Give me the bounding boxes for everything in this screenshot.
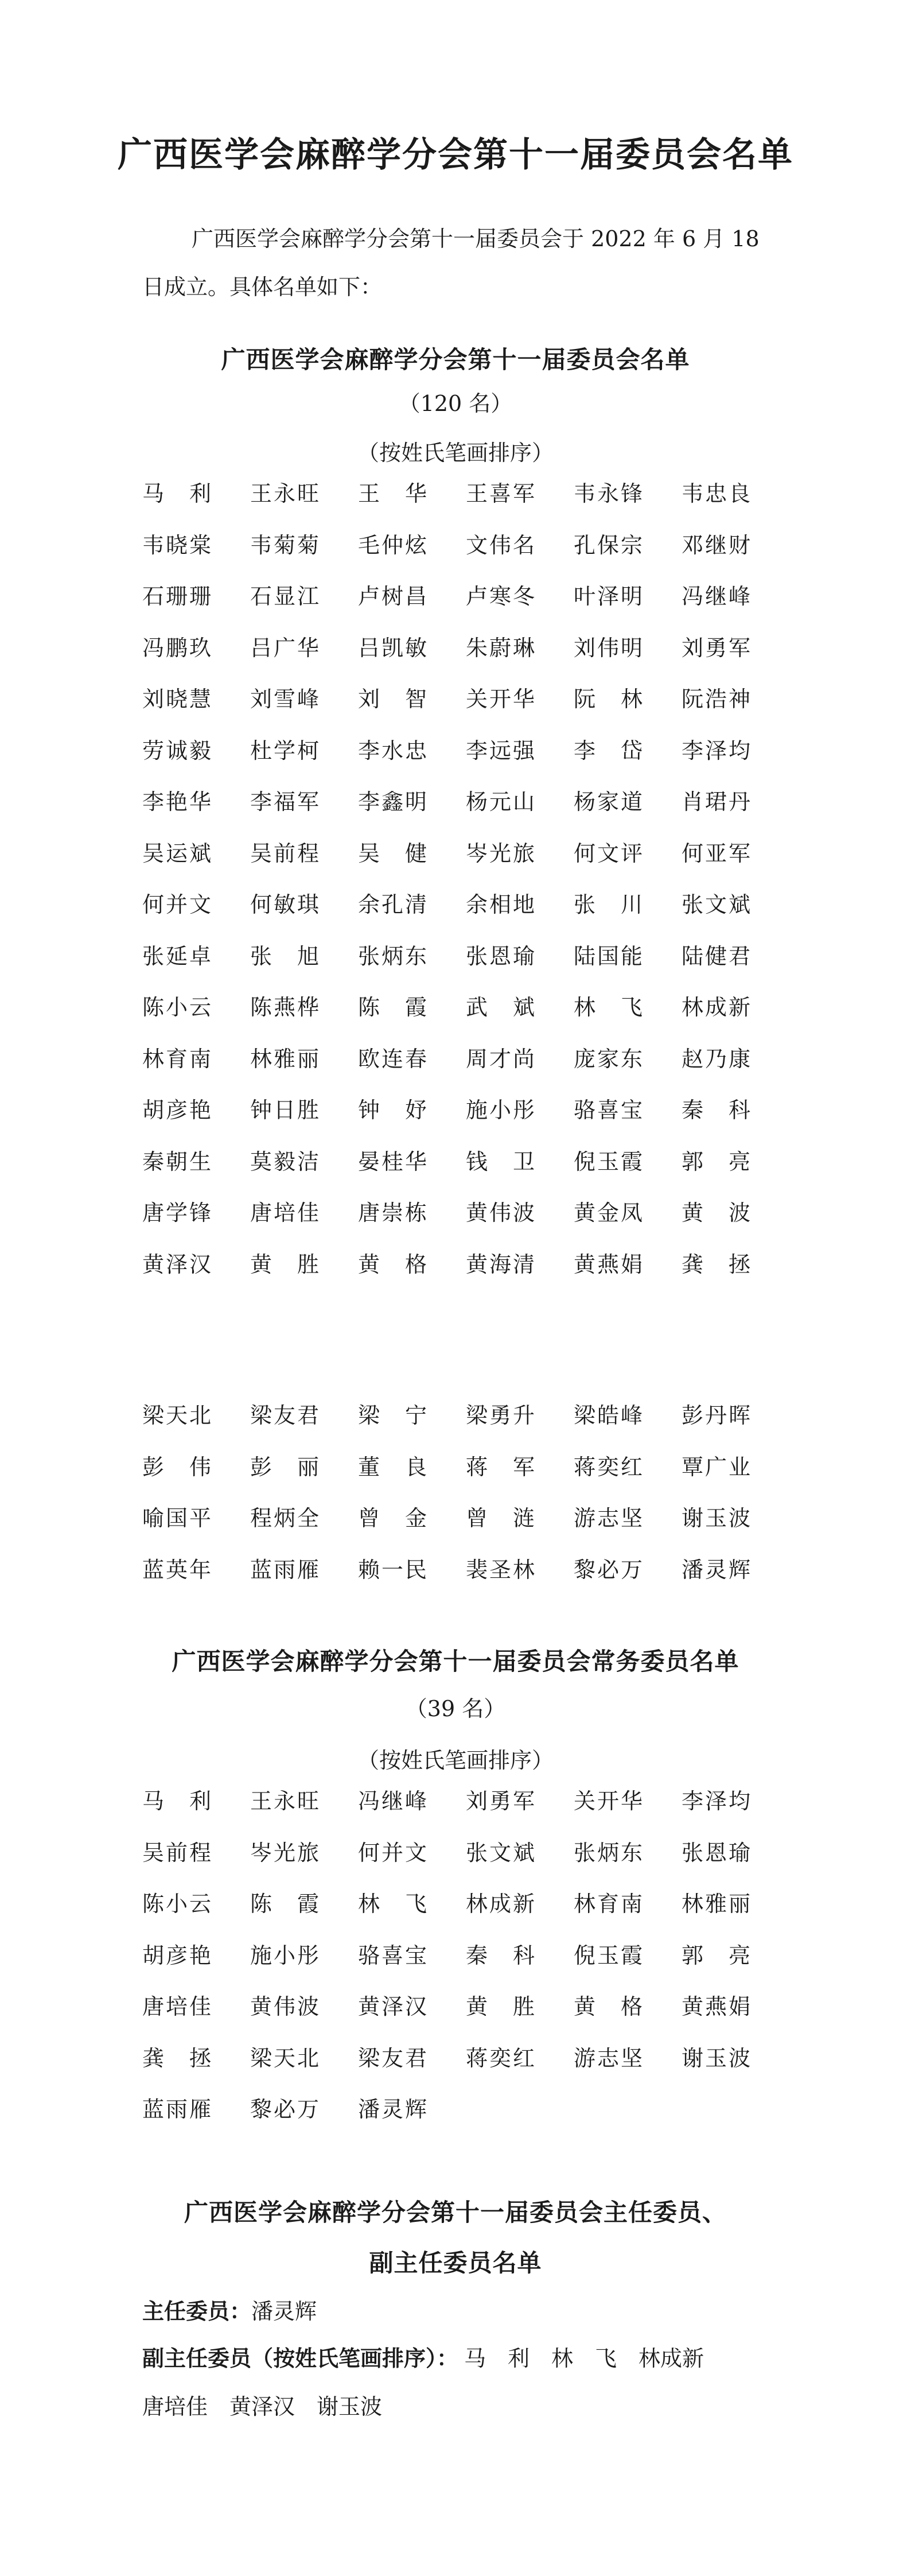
name-row xyxy=(142,2041,791,2093)
name-row xyxy=(142,1501,791,1553)
member-name: 陆健君 xyxy=(682,943,750,969)
member-name: 张炳东 xyxy=(358,943,427,969)
name-row xyxy=(142,528,791,580)
standing-section-title: 广西医学会麻醉学分会第十一届委员会常务委员名单 xyxy=(172,1647,739,1675)
vice-chair-names-line2: 唐培佳 黄泽汉 谢玉波 xyxy=(142,2394,383,2419)
member-name: 刘勇军 xyxy=(466,1789,535,1814)
member-name: 倪玉霞 xyxy=(574,1942,643,1968)
member-name: 梁天北 xyxy=(142,1403,211,1428)
name-row xyxy=(142,1938,791,1990)
member-name: 刘雪峰 xyxy=(250,686,319,712)
document-title: 广西医学会麻醉学分会第十一届委员会名单 xyxy=(118,135,793,175)
name-row xyxy=(142,1196,791,1247)
intro-paragraph: 广西医学会麻醉学分会第十一届委员会于 2022 年 6 月 18 日成立。具体名单如下： xyxy=(142,226,760,300)
member-name: 蓝雨雁 xyxy=(142,2097,211,2122)
member-name: 叶泽明 xyxy=(574,584,643,609)
name-row xyxy=(142,1145,791,1196)
member-name: 胡彦艳 xyxy=(142,1097,211,1123)
member-name: 张延卓 xyxy=(142,943,211,969)
member-name: 刘伟明 xyxy=(574,635,643,661)
member-name: 蒋 军 xyxy=(466,1454,535,1480)
member-name: 冯继峰 xyxy=(682,584,750,609)
member-name: 石珊珊 xyxy=(142,584,211,609)
member-name: 庞家东 xyxy=(574,1046,643,1072)
member-name: 蓝英年 xyxy=(142,1557,211,1582)
vice-chair-line xyxy=(142,2341,704,2372)
chair-line xyxy=(142,2294,317,2325)
member-name: 何文评 xyxy=(574,840,643,866)
name-row xyxy=(142,476,791,528)
member-name: 龚 拯 xyxy=(682,1251,750,1277)
member-name: 唐培佳 xyxy=(250,1200,319,1225)
member-name: 何并文 xyxy=(142,892,211,917)
name-row xyxy=(142,1093,791,1145)
member-name: 武 斌 xyxy=(466,995,535,1020)
members-name-grid-part1 xyxy=(142,476,791,1298)
member-name: 林 飞 xyxy=(358,1891,427,1917)
member-name: 林成新 xyxy=(466,1891,535,1917)
member-name: 林雅丽 xyxy=(682,1891,750,1917)
member-name: 黄泽汉 xyxy=(142,1251,211,1277)
member-name: 阮浩神 xyxy=(682,686,750,712)
member-name: 李泽均 xyxy=(682,738,750,763)
member-name: 林育南 xyxy=(574,1891,643,1917)
member-name: 钟 妤 xyxy=(358,1097,427,1123)
member-name: 杨家道 xyxy=(574,789,643,814)
member-name: 黄 格 xyxy=(358,1251,427,1277)
member-name: 岑光旅 xyxy=(250,1840,319,1865)
member-name: 彭 丽 xyxy=(250,1454,319,1480)
member-name: 郭 亮 xyxy=(682,1942,750,1968)
member-name: 卢树昌 xyxy=(358,584,427,609)
members-count: （120 名） xyxy=(398,391,513,416)
member-name: 李远强 xyxy=(466,738,535,763)
member-name: 黄金凤 xyxy=(574,1200,643,1225)
chair-label: 主任委员： xyxy=(142,2299,252,2324)
member-name: 裴圣林 xyxy=(466,1557,535,1582)
standing-sort-note: （按姓氏笔画排序） xyxy=(357,1748,554,1773)
member-name: 程炳全 xyxy=(250,1506,319,1531)
member-name: 曾 涟 xyxy=(466,1506,535,1531)
member-name: 冯继峰 xyxy=(358,1789,427,1814)
member-name: 林雅丽 xyxy=(250,1046,319,1072)
member-name: 孔保宗 xyxy=(574,532,643,558)
member-name: 张恩瑜 xyxy=(682,1840,750,1865)
member-name: 黄伟波 xyxy=(466,1200,535,1225)
member-name: 黄 格 xyxy=(574,1994,643,2019)
name-row xyxy=(142,785,791,836)
member-name: 蓝雨雁 xyxy=(250,1557,319,1582)
member-name: 周才尚 xyxy=(466,1046,535,1072)
member-name: 肖珺丹 xyxy=(682,789,750,814)
name-row xyxy=(142,1247,791,1299)
member-name: 骆喜宝 xyxy=(358,1942,427,1968)
member-name: 董 良 xyxy=(358,1454,427,1480)
member-name: 王永旺 xyxy=(250,1789,319,1814)
vice-chair-names-line1: 马 利 林 飞 林成新 xyxy=(464,2346,704,2371)
name-row xyxy=(142,836,791,888)
member-name: 彭丹晖 xyxy=(682,1403,750,1428)
member-name: 梁天北 xyxy=(250,2045,319,2071)
member-name: 韦永锋 xyxy=(574,481,643,506)
name-row xyxy=(142,1784,791,1836)
member-name: 黄 胜 xyxy=(250,1251,319,1277)
member-name: 陈 霞 xyxy=(358,995,427,1020)
members-section-title: 广西医学会麻醉学分会第十一届委员会名单 xyxy=(221,346,690,374)
name-row xyxy=(142,1042,791,1093)
member-name: 潘灵辉 xyxy=(682,1557,750,1582)
member-name: 毛仲炫 xyxy=(358,532,427,558)
name-row xyxy=(142,939,791,991)
member-name: 唐培佳 xyxy=(142,1994,211,2019)
member-name: 劳诚毅 xyxy=(142,738,211,763)
member-name: 何并文 xyxy=(358,1840,427,1865)
member-name: 韦忠良 xyxy=(682,481,750,506)
member-name: 李 岱 xyxy=(574,738,643,763)
leadership-section-title-line2: 副主任委员名单 xyxy=(369,2249,542,2277)
name-row xyxy=(142,1887,791,1938)
member-name: 施小彤 xyxy=(466,1097,535,1123)
name-row xyxy=(142,1989,791,2041)
member-name: 唐崇栋 xyxy=(358,1200,427,1225)
member-name: 黎必万 xyxy=(250,2097,319,2122)
name-row xyxy=(142,990,791,1042)
member-name: 胡彦艳 xyxy=(142,1942,211,1968)
member-name: 刘 智 xyxy=(358,686,427,712)
standing-count: （39 名） xyxy=(405,1696,506,1721)
member-name: 谢玉波 xyxy=(682,1506,750,1531)
name-row xyxy=(142,734,791,785)
name-row xyxy=(142,887,791,939)
member-name: 吕凯敏 xyxy=(358,635,427,661)
member-name: 黄 波 xyxy=(682,1200,750,1225)
member-name: 谢玉波 xyxy=(682,2045,750,2071)
member-name: 覃广业 xyxy=(682,1454,750,1480)
member-name: 何敏琪 xyxy=(250,892,319,917)
member-name: 赖一民 xyxy=(358,1557,427,1582)
member-name: 黄 胜 xyxy=(466,1994,535,2019)
name-row xyxy=(142,631,791,682)
chair-name: 潘灵辉 xyxy=(251,2299,317,2324)
member-name: 石显江 xyxy=(250,584,319,609)
name-row xyxy=(142,1836,791,1887)
member-name: 杜学柯 xyxy=(250,738,319,763)
member-name: 韦菊菊 xyxy=(250,532,319,558)
member-name: 梁皓峰 xyxy=(574,1403,643,1428)
member-name: 冯鹏玖 xyxy=(142,635,211,661)
member-name: 张文斌 xyxy=(682,892,750,917)
member-name: 潘灵辉 xyxy=(358,2097,427,2122)
member-name: 卢寒冬 xyxy=(466,584,535,609)
member-name: 吴前程 xyxy=(142,1840,211,1865)
member-name: 林 飞 xyxy=(574,995,643,1020)
member-name: 朱蔚琳 xyxy=(466,635,535,661)
standing-name-grid xyxy=(142,1784,791,2144)
member-name: 张炳东 xyxy=(574,1840,643,1865)
member-name: 郭 亮 xyxy=(682,1149,750,1174)
member-name: 阮 林 xyxy=(574,686,643,712)
member-name: 曾 金 xyxy=(358,1506,427,1531)
name-row xyxy=(142,2092,791,2144)
member-name: 陈小云 xyxy=(142,1891,211,1917)
member-name: 赵乃康 xyxy=(682,1046,750,1072)
member-name: 秦 科 xyxy=(682,1097,750,1123)
member-name: 韦晓棠 xyxy=(142,532,211,558)
member-name: 张 旭 xyxy=(250,943,319,969)
name-row xyxy=(142,682,791,734)
member-name: 王喜军 xyxy=(466,481,535,506)
member-name: 秦 科 xyxy=(466,1942,535,1968)
vice-chair-label: 副主任委员（按姓氏笔画排序）： xyxy=(142,2346,459,2371)
member-name: 余孔清 xyxy=(358,892,427,917)
member-name: 马 利 xyxy=(142,1789,211,1814)
members-sort-note: （按姓氏笔画排序） xyxy=(357,440,554,465)
member-name: 林育南 xyxy=(142,1046,211,1072)
name-row xyxy=(142,1450,791,1502)
member-name: 喻国平 xyxy=(142,1506,211,1531)
member-name: 关开华 xyxy=(466,686,535,712)
member-name: 李水忠 xyxy=(358,738,427,763)
member-name: 欧连春 xyxy=(358,1046,427,1072)
member-name: 张文斌 xyxy=(466,1840,535,1865)
member-name: 梁勇升 xyxy=(466,1403,535,1428)
name-row xyxy=(142,1553,791,1604)
member-name: 杨元山 xyxy=(466,789,535,814)
member-name: 陈小云 xyxy=(142,995,211,1020)
member-name: 马 利 xyxy=(142,481,211,506)
member-name: 蒋奕红 xyxy=(574,1454,643,1480)
name-row xyxy=(142,579,791,631)
member-name: 游志坚 xyxy=(574,1506,643,1531)
member-name: 莫毅洁 xyxy=(250,1149,319,1174)
member-name: 梁 宁 xyxy=(358,1403,427,1428)
member-name: 彭 伟 xyxy=(142,1454,211,1480)
member-name: 黄燕娟 xyxy=(574,1251,643,1277)
member-name: 李艳华 xyxy=(142,789,211,814)
member-name: 晏桂华 xyxy=(358,1149,427,1174)
member-name: 吴 健 xyxy=(358,840,427,866)
member-name: 倪玉霞 xyxy=(574,1149,643,1174)
member-name: 李鑫明 xyxy=(358,789,427,814)
member-name: 钱 卫 xyxy=(466,1149,535,1174)
member-name: 陈 霞 xyxy=(250,1891,319,1917)
member-name: 黄泽汉 xyxy=(358,1994,427,2019)
member-name: 余相地 xyxy=(466,892,535,917)
member-name: 钟日胜 xyxy=(250,1097,319,1123)
member-name: 陆国能 xyxy=(574,943,643,969)
member-name: 黄海清 xyxy=(466,1251,535,1277)
member-name: 施小彤 xyxy=(250,1942,319,1968)
member-name: 龚 拯 xyxy=(142,2045,211,2071)
member-name: 唐学锋 xyxy=(142,1200,211,1225)
member-name: 何亚军 xyxy=(682,840,750,866)
member-name: 刘勇军 xyxy=(682,635,750,661)
member-name: 张恩瑜 xyxy=(466,943,535,969)
member-name: 刘晓慧 xyxy=(142,686,211,712)
member-name: 王 华 xyxy=(358,481,427,506)
member-name: 吴运斌 xyxy=(142,840,211,866)
member-name: 李泽均 xyxy=(682,1789,750,1814)
name-row xyxy=(142,1398,791,1450)
member-name: 关开华 xyxy=(574,1789,643,1814)
member-name: 游志坚 xyxy=(574,2045,643,2071)
member-name: 林成新 xyxy=(682,995,750,1020)
members-name-grid-part2 xyxy=(142,1398,791,1604)
member-name: 陈燕桦 xyxy=(250,995,319,1020)
member-name: 李福军 xyxy=(250,789,319,814)
member-name: 岑光旅 xyxy=(466,840,535,866)
member-name: 黎必万 xyxy=(574,1557,643,1582)
leadership-section-title-line1: 广西医学会麻醉学分会第十一届委员会主任委员、 xyxy=(184,2198,727,2226)
member-name: 蒋奕红 xyxy=(466,2045,535,2071)
member-name: 吴前程 xyxy=(250,840,319,866)
member-name: 王永旺 xyxy=(250,481,319,506)
member-name: 黄燕娟 xyxy=(682,1994,750,2019)
member-name: 梁友君 xyxy=(358,2045,427,2071)
member-name: 邓继财 xyxy=(682,532,750,558)
member-name: 黄伟波 xyxy=(250,1994,319,2019)
member-name: 文伟名 xyxy=(466,532,535,558)
member-name: 吕广华 xyxy=(250,635,319,661)
member-name: 张 川 xyxy=(574,892,643,917)
member-name: 骆喜宝 xyxy=(574,1097,643,1123)
member-name: 秦朝生 xyxy=(142,1149,211,1174)
member-name: 梁友君 xyxy=(250,1403,319,1428)
